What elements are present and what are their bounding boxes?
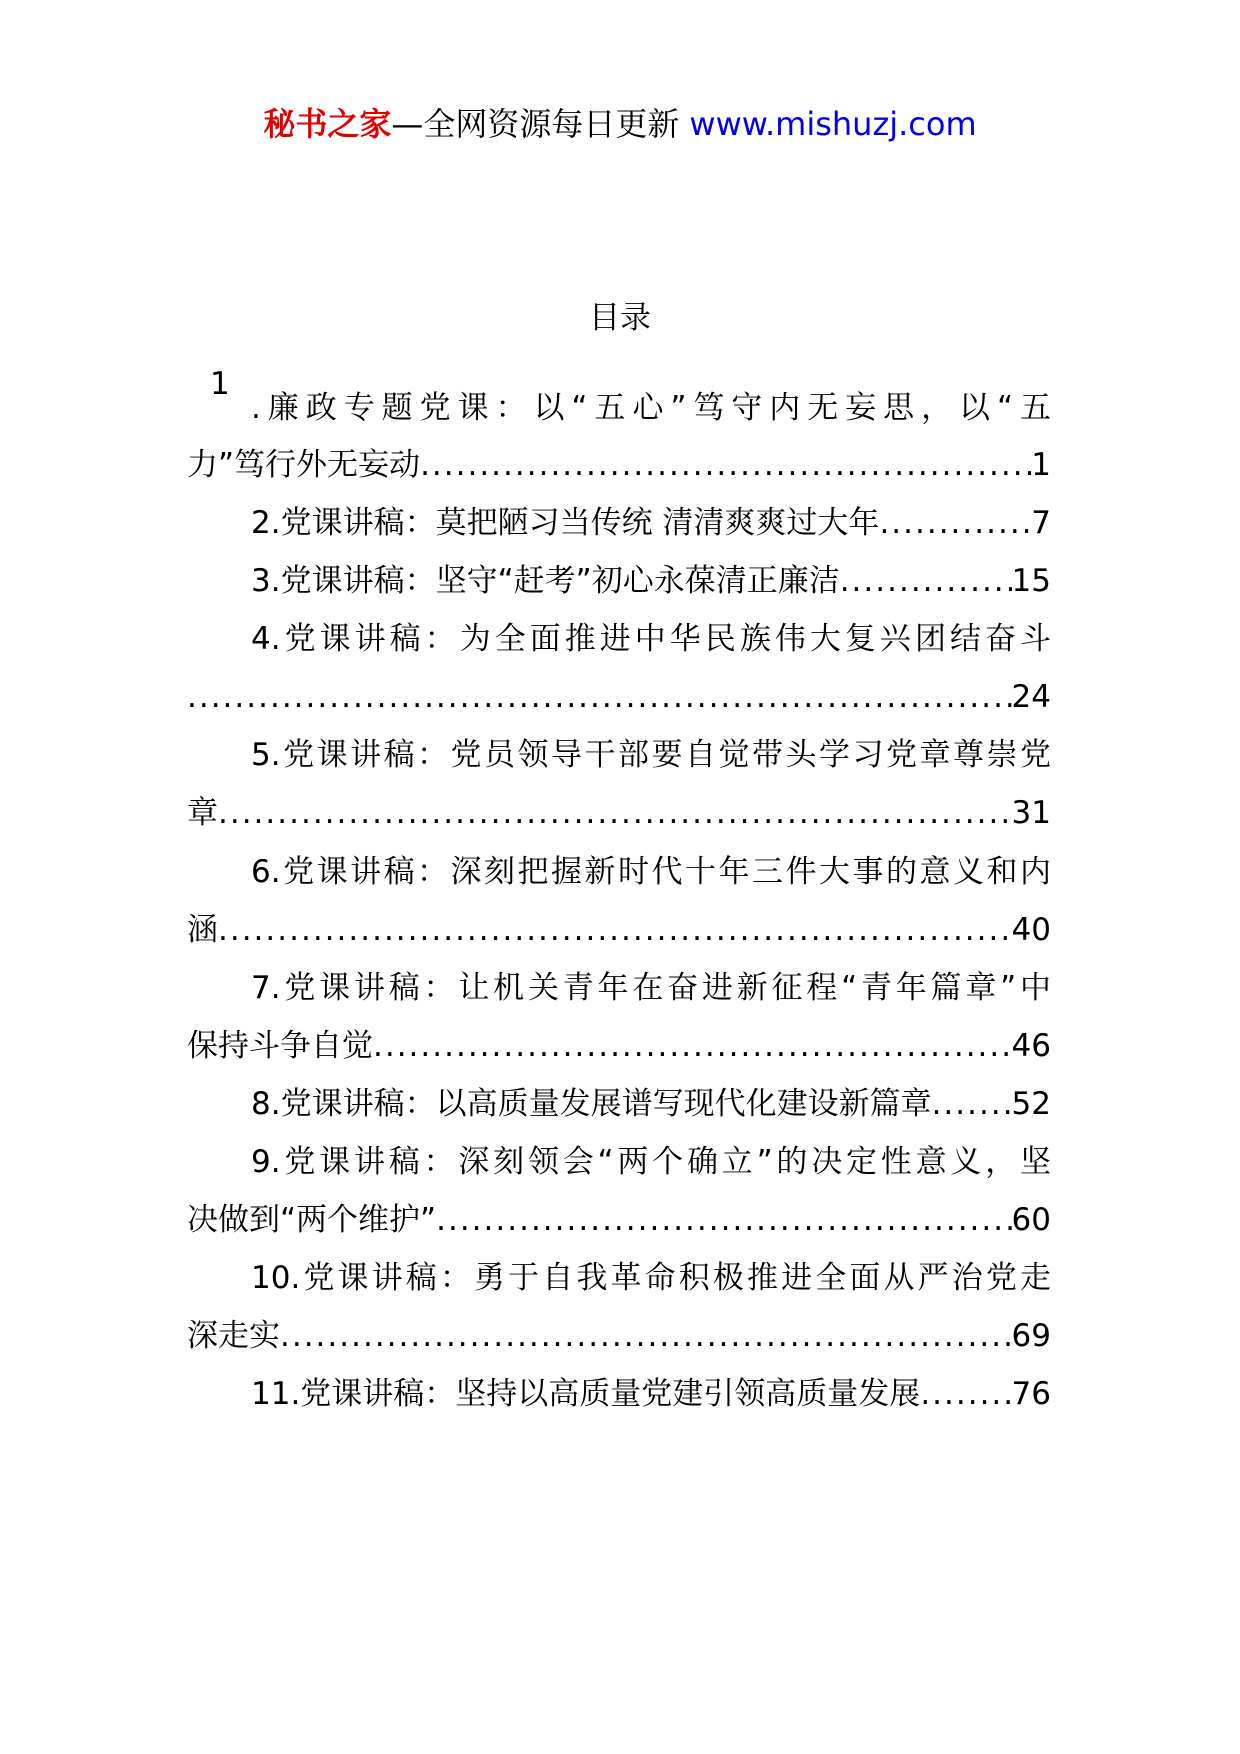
toc-page-number: 52 [1011,1086,1051,1122]
stray-number: 1 [210,366,230,402]
toc-page-number: 24 [1011,679,1051,715]
toc-entry-1-line2[interactable] [187,443,1051,487]
dot-leader [187,675,1012,719]
dot-leader [373,1024,1012,1068]
toc-entry-text: 决做到“两个维护” [187,1202,437,1238]
dot-leader [879,501,1031,545]
dot-leader [932,1082,1012,1126]
toc-entry-2[interactable] [187,501,1051,545]
toc-entry-text: 11.党课讲稿：坚持以高质量党建引领高质量发展 [251,1376,921,1412]
toc-entry-text: 力”笃行外无妄动 [187,447,421,483]
site-slogan: —全网资源每日更新 [391,105,680,143]
toc-entry-5-line1[interactable] [187,733,1051,777]
toc-entry-8[interactable] [187,1082,1051,1126]
toc-page-number: 46 [1011,1028,1051,1064]
toc-entry-9-line2[interactable] [187,1198,1051,1242]
toc-entry-1-line1[interactable] [187,386,1051,430]
toc-entry-5-line2[interactable] [187,791,1051,835]
dot-leader [420,443,1031,487]
toc-entry-3[interactable] [187,559,1051,603]
dot-leader [436,1198,1011,1242]
toc-entry-text: 章 [187,795,218,831]
brand-name: 秘书之家 [263,105,392,143]
site-url-link[interactable]: www.mishuzj.com [689,105,977,143]
toc-entry-11[interactable] [187,1372,1051,1416]
toc-entry-4-line2[interactable] [187,675,1051,719]
toc-entry-text: 4.党课讲稿：为全面推进中华民族伟大复兴团结奋斗 [251,621,1051,657]
dot-leader [280,1314,1012,1358]
toc-entry-10-line1[interactable] [187,1256,1051,1300]
toc-entry-text: 6.党课讲稿：深刻把握新时代十年三件大事的意义和内 [251,854,1051,890]
toc-entry-text: 3.党课讲稿：坚守“赶考”初心永葆清正廉洁 [251,563,840,599]
page-title: 目录 [589,300,651,336]
toc-entry-7-line2[interactable] [187,1024,1051,1068]
toc-entry-text: 10.党课讲稿：勇于自我革命积极推进全面从严治党走 [251,1260,1051,1296]
toc-entry-6-line1[interactable] [187,850,1051,894]
toc-entry-text: 9.党课讲稿：深刻领会“两个确立”的决定性意义，坚 [251,1144,1051,1180]
toc-entry-text: 保持斗争自觉 [187,1028,373,1064]
dot-leader [840,559,1012,603]
toc-entry-4-line1[interactable] [187,617,1051,661]
toc-entry-9-line1[interactable] [187,1140,1051,1184]
toc-entry-text: .廉政专题党课：以“五心”笃守内无妄思，以“五 [251,390,1051,426]
dot-leader [218,908,1012,952]
toc-entry-text: 涵 [187,912,218,948]
toc-entry-10-line2[interactable] [187,1314,1051,1358]
toc-entry-6-line2[interactable] [187,908,1051,952]
toc-page-number: 76 [1011,1376,1051,1412]
toc-page-number: 69 [1011,1318,1051,1354]
toc-entry-text: 2.党课讲稿：莫把陋习当传统 清清爽爽过大年 [251,505,880,541]
toc-page-number: 40 [1011,912,1051,948]
toc-page-number: 7 [1031,505,1051,541]
toc-entry-text: 深走实 [187,1318,280,1354]
dot-leader [920,1372,1011,1416]
toc-page-number: 31 [1011,795,1051,831]
toc-page-number: 60 [1011,1202,1051,1238]
toc-entry-text: 5.党课讲稿：党员领导干部要自觉带头学习党章尊崇党 [251,737,1051,773]
toc-entry-text: 8.党课讲稿：以高质量发展谱写现代化建设新篇章 [251,1086,932,1122]
toc-page-number: 1 [1031,447,1051,483]
toc-entry-text: 7.党课讲稿：让机关青年在奋进新征程“青年篇章”中 [251,970,1051,1006]
toc-entry-7-line1[interactable] [187,966,1051,1010]
toc-page-number: 15 [1011,563,1051,599]
dot-leader [218,791,1012,835]
